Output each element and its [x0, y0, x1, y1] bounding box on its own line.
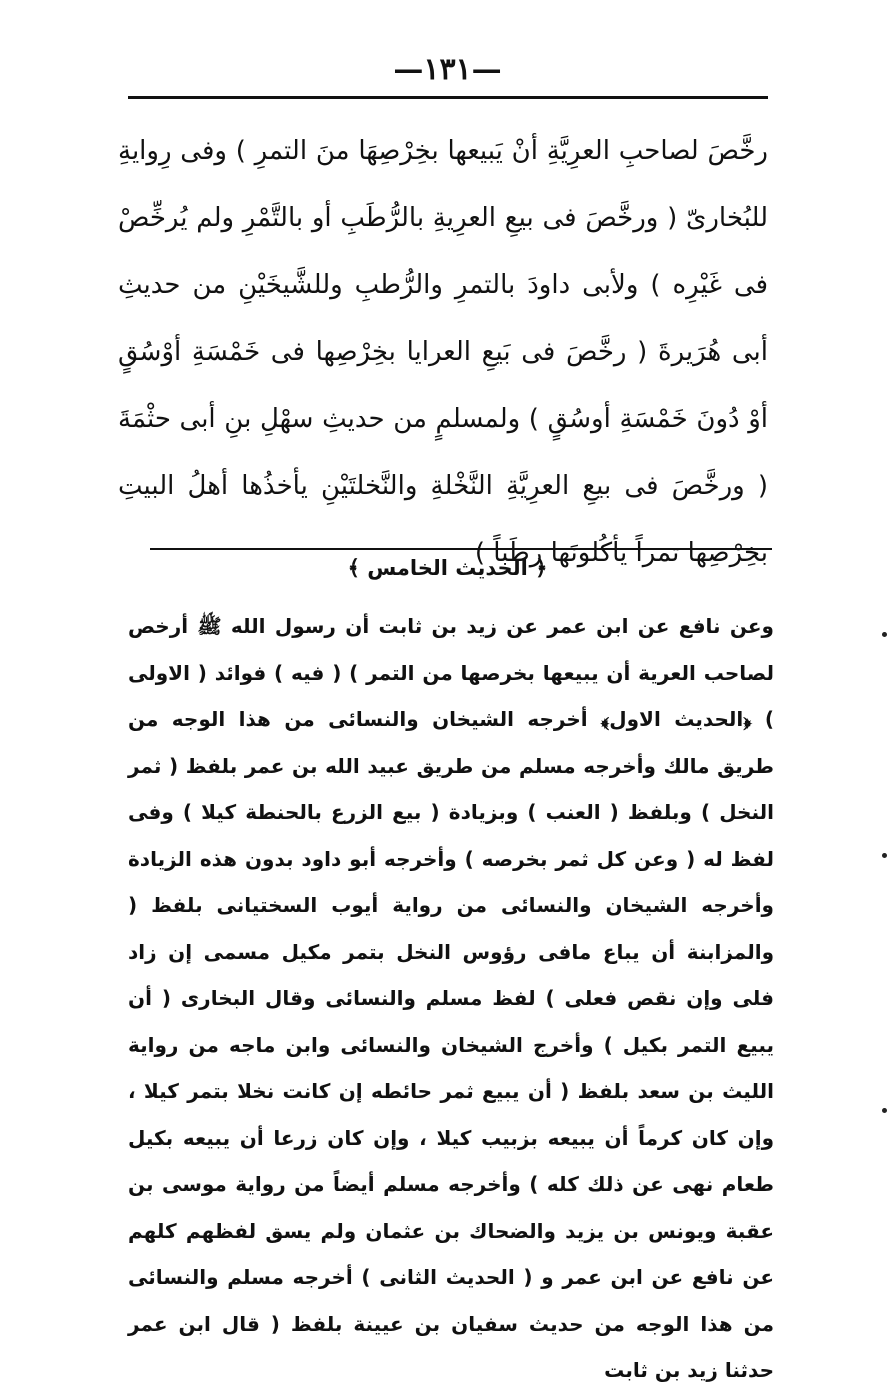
- main-text: رخَّصَ لصاحبِ العرِيَّةِ أنْ يَبيعها بخِرْصِهَا منَ التمرِ ) وفى رِوايةِ للبُخارىّ ( ورخَّصَ فى بيعِ العرِيةِ بالرُّطَبِ أو بالتَّمْرِ ولم يُرخِّصْ فى غَيْرِه ) ولأبى داودَ بالتمرِ والرُّطبِ وللشَّيخَيْنِ من حديثِ أبى هُرَيرةَ ( رخَّصَ فى بَيعِ العرايا بخِرْصِها فى خَمْسَةِ أوْسُقٍ أوْ دُونَ خَمْسَةِ أوسُقٍ ) ولمسلمٍ من حديثِ سهْلِ بنِ أبى حثْمَةَ ( ورخَّصَ فى بيعِ العرِيَّةِ النَّخْلةِ والنَّخلتَيْنِ يأخذُها أهلُ البيتِ بخِرْصِها تمراً يأكُلونَها رطَباً ): [118, 136, 768, 568]
- commentary-block: [128, 603, 774, 1394]
- commentary-text: وعن نافع عن ابن عمر عن زيد بن ثابت أن رسول الله ﷺ أرخص لصاحب العرية أن يبيعها بخرصها من التمر ) ( فيه ) فوائد ( الاولى ) ﴿الحديث الاول﴾ أخرجه الشيخان والنسائى من هذا الوجه من طريق مالك وأخرجه مسلم من طريق عبيد الله بن عمر بلفظ ( ثمر النخل ) وبلفظ ( العنب ) وبزيادة ( بيع الزرع بالحنطة كيلا ) وفى لفظ له ( وعن كل ثمر بخرصه ) وأخرجه أبو داود بدون هذه الزيادة وأخرجه الشيخان والنسائى من رواية أيوب السختيانى بلفظ ( والمزابنة أن يباع مافى رؤوس النخل بتمر مكيل مسمى إن زاد فلى وإن نقص فعلى ) لفظ مسلم والنسائى وقال البخارى ( أن يبيع التمر بكيل ) وأخرج الشيخان والنسائى وابن ماجه من رواية الليث بن سعد بلفظ ( أن يبيع ثمر حائطه إن كانت نخلا بتمر كيلا ، وإن كان كرماً أن يبيعه بزبيب كيلا ، وإن كان زرعا أن يبيعه بكيل طعام نهى عن ذلك كله ) وأخرجه مسلم أيضاً من رواية موسى بن عقبة ويونس بن يزيد والضحاك بن عثمان ولم يسق لفظهم كلهم عن نافع عن ابن عمر و ( الحديث الثانى ) أخرجه مسلم والنسائى من هذا الوجه من حديث سفيان بن عيينة بلفظ ( قال ابن عمر حدثنا زيد بن ثابت: [128, 614, 774, 1382]
- margin-mark: [882, 1108, 887, 1113]
- margin-mark: [882, 853, 887, 858]
- header-rule: [128, 96, 768, 99]
- margin-mark: [882, 632, 887, 637]
- page-number: —١٣١—: [393, 52, 502, 87]
- section-title: ﴿ الحديث الخامس ﴾: [347, 556, 548, 580]
- main-text-block: [118, 118, 768, 587]
- section-divider: [150, 548, 772, 550]
